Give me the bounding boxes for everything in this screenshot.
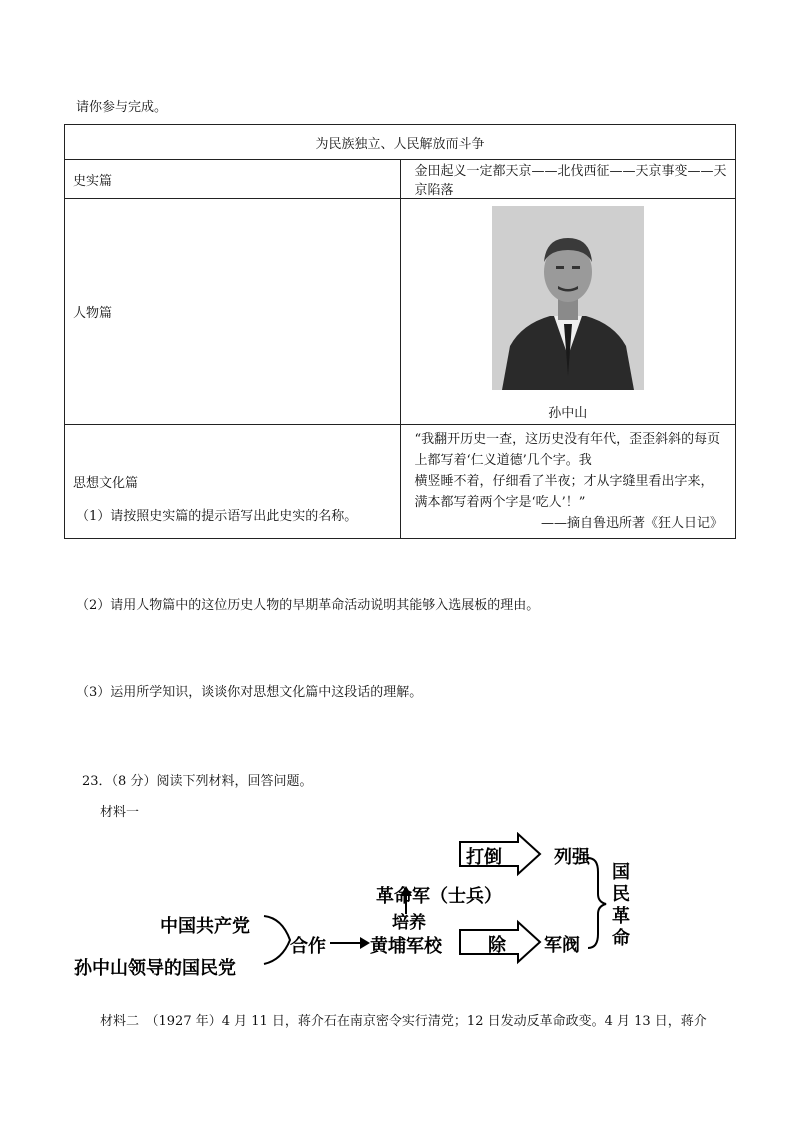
ccp-label: 中国共产党 xyxy=(160,916,250,937)
train-label: 培养 xyxy=(392,913,426,933)
quote-source: ——摘自鲁迅所著《狂人日记》 xyxy=(540,516,723,531)
question-2: （2）请用人物篇中的这位历史人物的早期革命活动说明其能够入选展板的理由。 xyxy=(76,598,540,613)
quote-line-1: “我翻开历史一查，这历史没有年代，歪歪斜斜的每页上都写着‘仁义道德’几个字。我 xyxy=(414,432,721,468)
quote-line-2: 横竖睡不着，仔细看了半夜；才从字缝里看出字来，满本都写着两个字是‘吃人’！” xyxy=(414,474,714,510)
eliminate-label: 除 xyxy=(488,935,506,956)
person-label: 人物篇 xyxy=(65,199,401,425)
portrait-photo xyxy=(492,206,644,390)
army-label: 革命军（士兵） xyxy=(376,886,502,907)
kmt-label: 孙中山领导的国民党 xyxy=(74,958,236,979)
material2-text: 材料二 （1927 年）4 月 11 日，蒋介石在南京密令实行清党；12 日发动反革命政变。4 月 13 日，蒋介 xyxy=(100,1014,707,1029)
exhibit-table xyxy=(64,124,736,539)
revolution-diagram xyxy=(68,832,668,992)
question-3: （3）运用所学知识，谈谈你对思想文化篇中这段话的理解。 xyxy=(76,685,423,700)
cooperate-label: 合作 xyxy=(290,936,326,957)
person-cell xyxy=(400,199,736,425)
portrait-caption: 孙中山 xyxy=(548,406,588,421)
overthrow-label: 打倒 xyxy=(466,847,502,868)
question-1: （1）请按照史实篇的提示语写出此史实的名称。 xyxy=(76,509,358,524)
intro-text: 请你参与完成。 xyxy=(76,100,168,115)
q23-title: 23．（8 分）阅读下列材料，回答问题。 xyxy=(82,774,313,789)
culture-label: 思想文化篇 xyxy=(65,425,401,539)
history-text: 金田起义一定都天京——北伐西征——天京事变——天京陷落 xyxy=(400,160,736,199)
history-label: 史实篇 xyxy=(65,160,401,199)
culture-quote xyxy=(400,425,736,539)
whampoa-label: 黄埔军校 xyxy=(370,936,442,957)
warlords-label: 军阀 xyxy=(544,935,580,956)
table-header: 为民族独立、人民解放而斗争 xyxy=(65,125,736,160)
material1-label: 材料一 xyxy=(100,805,140,820)
powers-label: 列强 xyxy=(554,847,590,868)
national-revolution-label: 国 民 革 命 xyxy=(612,862,630,949)
